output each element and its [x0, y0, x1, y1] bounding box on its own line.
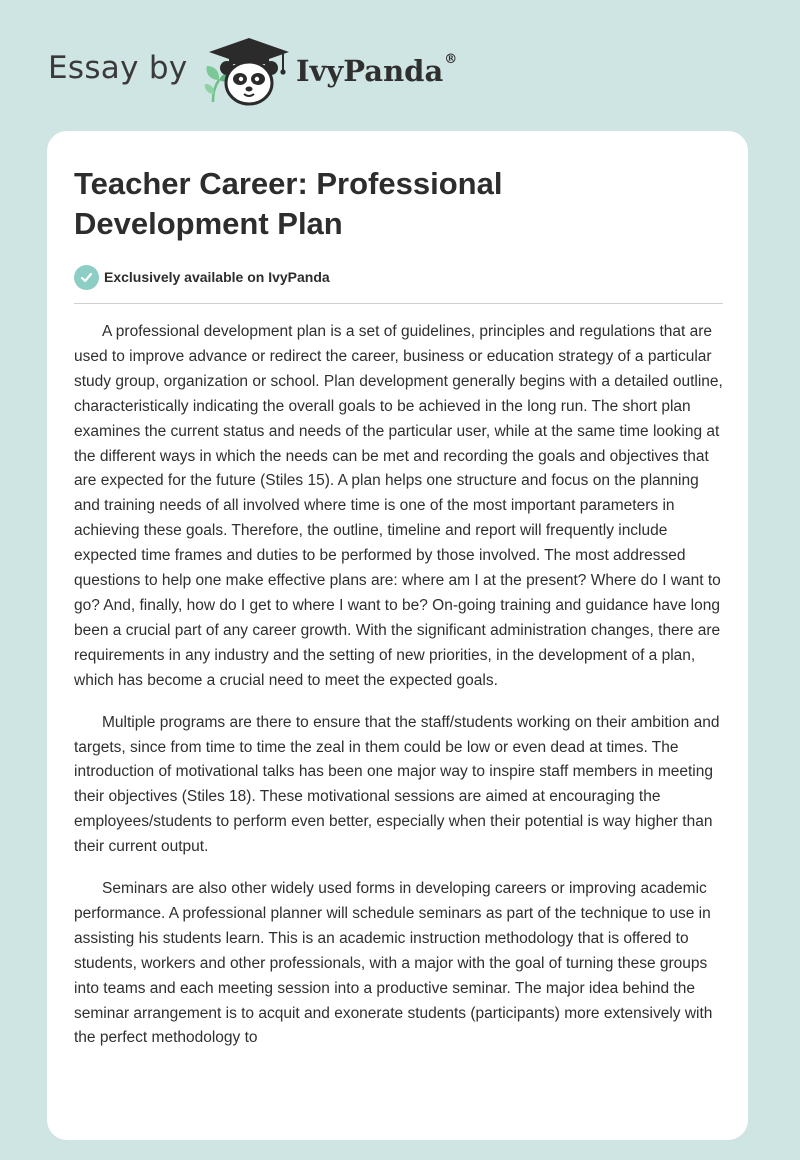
essay-paragraph: Seminars are also other widely used forms in developing careers or improving academic performance. A professional planner will schedule seminars as part of the technique to use in assisting his students learn. This is an academic instruction methodology that is offered to students, workers and other professionals, with a major with the goal of turning these groups into teams and each meeting session into a productive seminar. The major idea behind the seminar arrangement is to acquit and exonerate students (participants) more extensively with the perfect methodology to [74, 880, 713, 1047]
title-divider [74, 303, 723, 304]
essay-paragraph: A professional development plan is a set of guidelines, principles and regulations that are used to improve advance or redirect the career, business or education strategy of a particular study group, organization or school. Plan development generally begins with a detailed outline, characteristically indicating the overall goals to be achieved in the long run. The short plan examines the current status and needs of the particular user, while at the same time looking at the different ways in which the needs can be met and recording the goals and objectives that are expected for the future (Stiles 15). A plan helps one structure and focus on the planning and training needs of all involved where time is one of the most important parameters in achieving these goals. Therefore, the outline, timeline and report will frequently include expected time frames and duties to be performed by those involved. The most addressed questions to help one make effective plans are: where am I at the present? Where do I want to go? And, finally, how do I get to where I want to be? On-going training and guidance have long been a crucial part of any career growth. With the significant administration changes, there are requirements in any industry and the setting of new priorities, in the development of a plan, which has become a crucial need to meet the expected goals. [74, 323, 723, 689]
essay-paragraph: Multiple programs are there to ensure that the staff/students working on their ambition and targets, since from time to time the zeal in them could be low or even dead at times. The introduction of motivational talks has been one major way to inspire staff members in meeting their objectives (Stiles 18). These motivational sessions are aimed at encouraging the employees/students to perform even better, especially when their potential is way higher than their current output. [74, 713, 720, 856]
registered-mark: ® [444, 52, 458, 67]
panda-graduate-logo-icon[interactable] [203, 36, 295, 108]
essay-card [47, 131, 748, 1140]
essay-body [74, 320, 726, 1068]
essay-by-label: Essay by [48, 50, 188, 86]
exclusive-badge [74, 264, 330, 290]
check-circle-icon [74, 265, 99, 290]
site-header [0, 0, 800, 130]
exclusive-badge-label: Exclusively available on IvyPanda [104, 269, 330, 285]
brand-name[interactable] [296, 54, 457, 88]
page-title: Teacher Career: Professional Development Plan [74, 166, 503, 241]
brand-name-text: IvyPanda [296, 54, 444, 88]
